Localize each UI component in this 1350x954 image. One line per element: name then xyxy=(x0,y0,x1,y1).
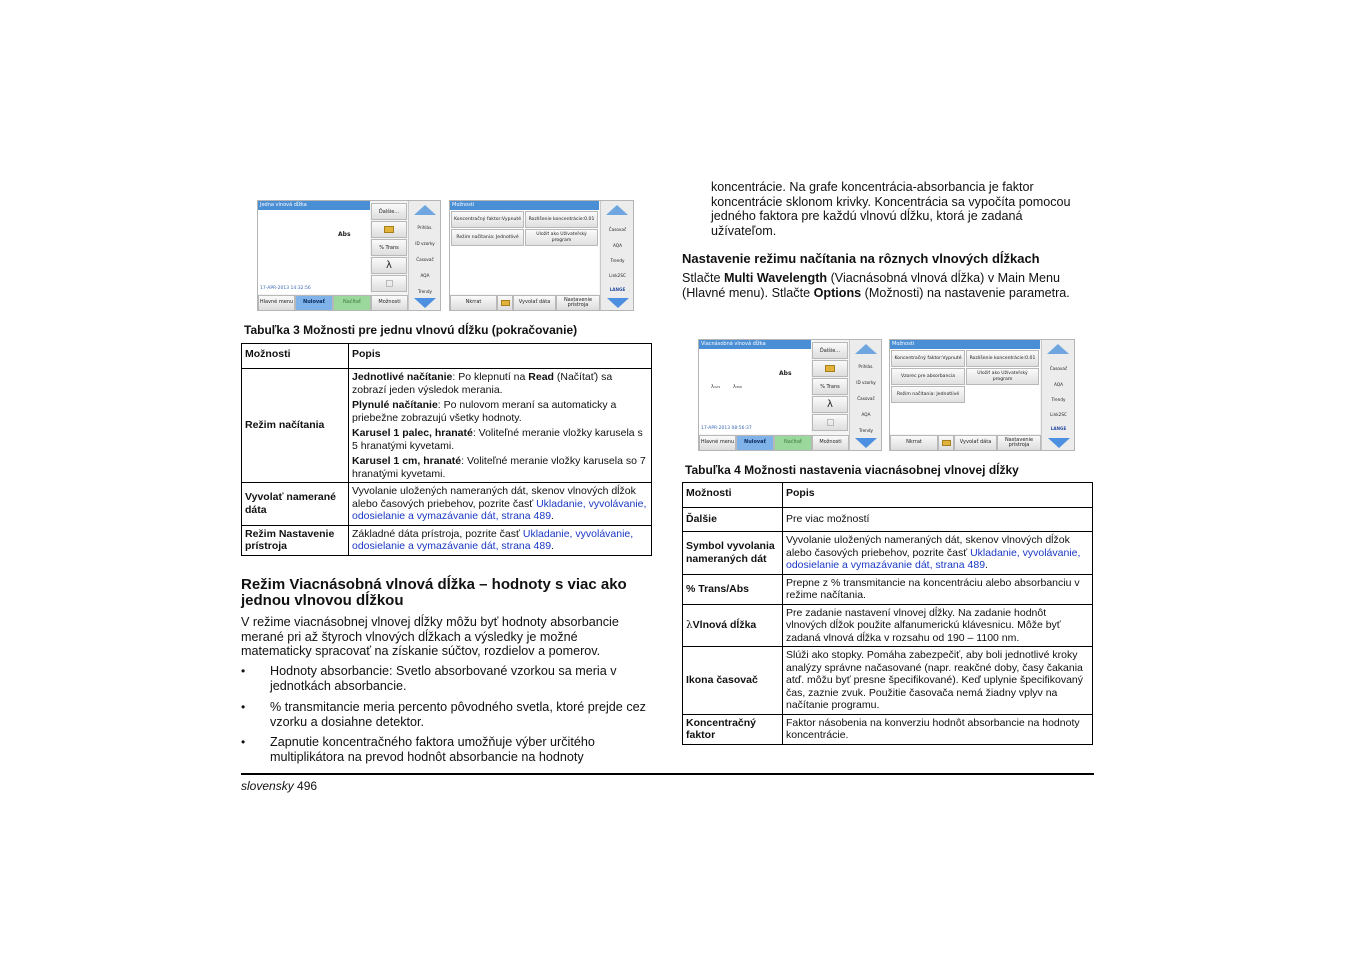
folder-icon xyxy=(501,300,510,306)
zero-button[interactable]: Nulovať xyxy=(736,435,774,451)
abs-label: Abs xyxy=(779,370,792,377)
carousel-cm-item: Karusel 1 cm, hranaté: Voliteľné meranie vložky karusela so 7 hranatými kyvetami. xyxy=(352,455,646,480)
screen-title: Jedna vlnová dĺžka xyxy=(258,201,370,210)
trends-tool[interactable]: Trendy xyxy=(1051,397,1066,402)
scroll-down-icon[interactable] xyxy=(855,438,877,448)
continuous-read-item: Plynulé načítanie: Po nulovom meraní sa automaticky a priebežne zobrazujú všetky hodnoty. xyxy=(352,399,617,424)
table3 xyxy=(241,343,652,556)
login-tool[interactable]: Prihlás. xyxy=(858,364,874,369)
trans-abs-button[interactable]: % Trans xyxy=(371,239,407,256)
aqa-tool[interactable]: AQA xyxy=(420,273,430,278)
aqa-tool[interactable]: AQA xyxy=(1054,382,1063,387)
setup-mode-link[interactable]: Ukladanie, vyvolávanie, odosielanie a vymazávanie dát, strana 489 xyxy=(352,527,634,552)
concentration-factor-label: Koncentračný faktor xyxy=(683,714,783,744)
instruction-paragraph: Stlačte Multi Wavelength (Viacnásobná vlnová dĺžka) v Main Menu (Hlavné menu). Stlačte Options (Možnosti) na nastavenie parametra. xyxy=(682,271,1070,300)
table4 xyxy=(682,482,1093,745)
more-description: Pre viac možností xyxy=(783,508,1093,532)
section-heading: Režim Viacnásobná vlnová dĺžka – hodnoty s viac ako jednou vlnovou dĺžkou xyxy=(241,576,627,609)
recall-data-description: Vyvolanie uložených nameraných dát, skenov vlnových dĺžok alebo časových priebehov, pozrite časť Ukladanie, vyvolávanie, odosielanie a vymazávanie dát, strana 489. xyxy=(349,483,652,526)
date-time: 17-APR-2013 08:56:37 xyxy=(701,426,752,431)
timer-tool[interactable]: Časovač xyxy=(857,396,875,401)
bullet-dot: • xyxy=(241,700,246,714)
setup-mode-description: Základné dáta prístroja, pozrite časť Ukladanie, vyvolávanie, odosielanie a vymazávanie dát, strana 489. xyxy=(349,525,652,555)
back-button[interactable]: Nkrrat xyxy=(890,435,938,451)
zero-button[interactable]: Nulovať xyxy=(295,295,333,311)
table3-head-description: Popis xyxy=(349,344,652,369)
link2sc-tool[interactable]: Link2SC xyxy=(1050,412,1067,417)
edit-icon xyxy=(827,419,834,426)
footer xyxy=(241,779,317,793)
read-button[interactable]: Načítať xyxy=(333,295,371,311)
lambda-label-1: λ₁₂₃ xyxy=(711,384,720,390)
tool-column xyxy=(408,201,441,311)
screenshot-options xyxy=(449,200,634,311)
wavelength-button[interactable]: λ xyxy=(812,396,848,413)
read-button[interactable]: Načítať xyxy=(774,435,812,451)
scroll-down-icon[interactable] xyxy=(1048,438,1070,448)
timer-label: Ikona časovač xyxy=(683,647,783,715)
read-mode-option[interactable]: Režim načítania: Jednotlivé xyxy=(451,229,524,246)
read-mode-description xyxy=(349,369,652,483)
trans-abs-description: Prepne z % transmitancie na koncentráciu alebo absorbanciu v režime načítania. xyxy=(783,574,1093,604)
wavelength-button[interactable]: λ xyxy=(371,257,407,274)
table3-caption: Tabuľka 3 Možnosti pre jednu vlnovú dĺžku (pokračovanie) xyxy=(244,323,578,337)
scroll-down-icon[interactable] xyxy=(414,298,436,308)
screenshot-multi-options xyxy=(889,339,1075,451)
store-data-button[interactable] xyxy=(812,360,848,377)
main-menu-button[interactable]: Hlavné menu xyxy=(699,435,736,451)
concentration-resolution-option[interactable]: Rozlíšenie koncentrácie:0.01 xyxy=(525,211,598,228)
display-area xyxy=(258,210,370,294)
store-data-button[interactable] xyxy=(371,221,407,238)
recall-data-label: Vyvolať namerané dáta xyxy=(242,483,349,526)
disabled-button xyxy=(371,275,407,292)
display-area xyxy=(699,349,811,434)
scroll-up-icon[interactable] xyxy=(606,205,628,215)
options-button[interactable]: Možnosti xyxy=(371,295,408,311)
scroll-up-icon[interactable] xyxy=(855,344,877,354)
more-label: Ďalšie xyxy=(683,508,783,532)
page-number: 496 xyxy=(297,779,318,793)
tool-column xyxy=(600,201,634,311)
aqa-tool[interactable]: AQA xyxy=(613,243,622,248)
screenshot-multi-wavelength xyxy=(698,339,882,451)
timer-tool[interactable]: Časovač xyxy=(416,257,434,262)
save-user-program-option[interactable]: Uložiť ako Užívateľský program xyxy=(525,229,598,246)
carousel-inch-item: Karusel 1 palec, hranaté: Voliteľné meranie vložky karusela s 5 hranatými kyvetami. xyxy=(352,427,643,452)
sample-id-tool[interactable]: ID vzorky xyxy=(415,241,435,246)
main-menu-button[interactable]: Hlavné menu xyxy=(258,295,295,311)
concentration-factor-option[interactable]: Koncentračný faktor:Vypnuté xyxy=(451,211,524,228)
scroll-down-icon[interactable] xyxy=(607,298,629,308)
date-time: 17-APR-2013 14:32:56 xyxy=(260,286,311,291)
concentration-factor-description: Faktor násobenia na konverziu hodnôt absorbancie na hodnoty koncentrácie. xyxy=(783,714,1093,744)
table3-head-options: Možnosti xyxy=(242,344,349,369)
timer-description: Slúži ako stopky. Pomáha zabezpečiť, aby boli jednotlivé kroky analýzy správne načasované (napr. reakčné doby, časy čakania atď. môžu byť presne špecifikované). Keď uplynie špecifikovaný čas, zaznie zvuk. Použitie časovača nemá žiadny vplyv na načítanie programu. xyxy=(783,647,1093,715)
bullet-dot: • xyxy=(241,664,246,678)
read-mode-option[interactable]: Režim načítania: Jednotlivé xyxy=(891,386,965,403)
trends-tool[interactable]: Trendy xyxy=(610,258,625,263)
trans-abs-label: % Trans/Abs xyxy=(683,574,783,604)
trends-tool[interactable]: Trendy xyxy=(418,289,432,294)
screen-title: Možnosti xyxy=(890,340,1040,349)
table4-head-options: Možnosti xyxy=(683,483,783,508)
setup-mode-label: Režim Nastavenie prístroja xyxy=(242,525,349,555)
concentration-factor-option[interactable]: Koncentračný faktor:Vypnuté xyxy=(891,350,965,367)
lambda-label-2: λ₄₅₆ xyxy=(733,384,742,390)
concentration-resolution-option[interactable]: Rozlíšenie koncentrácie:0.01 xyxy=(966,350,1039,367)
scroll-up-icon[interactable] xyxy=(1047,344,1069,354)
more-button[interactable]: Ďalšie... xyxy=(371,203,407,220)
section-intro: V režime viacnásobnej vlnovej dĺžky môžu byť hodnoty absorbancie merané pri až štyroch vlnových dĺžkach a výsledky je možné matematicky spracovať na získanie súčtov, rozdielov a pomerov. xyxy=(241,615,619,659)
table4-caption: Tabuľka 4 Možnosti nastavenia viacnásobnej vlnovej dĺžky xyxy=(685,463,1019,477)
aqa-tool[interactable]: AQA xyxy=(861,412,871,417)
bullet-concentration: Zapnutie koncentračného faktora umožňuje výber určitého multiplikátora na prevod hodnôt absorbancie na hodnoty xyxy=(270,735,595,764)
trends-tool[interactable]: Trendy xyxy=(859,428,873,433)
recall-symbol-link[interactable]: Ukladanie, vyvolávanie, odosielanie a vymazávanie dát, strana 489 xyxy=(786,546,1081,571)
abs-label: Abs xyxy=(338,231,351,238)
absorbance-formula-option[interactable]: Vzorec pre absorbancia xyxy=(891,368,965,385)
wavelength-label: λVlnová dĺžka xyxy=(683,604,783,647)
disabled-button xyxy=(812,414,848,431)
subsection-heading: Nastavenie režimu načítania na rôznych vlnových dĺžkach xyxy=(682,251,1040,266)
recall-data-link[interactable]: Ukladanie, vyvolávanie, odosielanie a vymazávanie dát, strana 489 xyxy=(352,497,647,522)
read-mode-label: Režim načítania xyxy=(242,369,349,483)
link2sc-tool[interactable]: Link2SC xyxy=(609,273,626,278)
scroll-up-icon[interactable] xyxy=(414,205,436,215)
edit-icon xyxy=(386,280,393,287)
recall-data-button[interactable]: Vyvolať dáta xyxy=(954,435,997,451)
more-button[interactable]: Ďalšie... xyxy=(812,342,848,359)
folder-icon xyxy=(384,226,394,233)
recall-symbol-description: Vyvolanie uložených nameraných dát, skenov vlnových dĺžok alebo časových priebehov, pozrite časť Ukladanie, vyvolávanie, odosielanie a vymazávanie dát, strana 489. xyxy=(783,532,1093,575)
recall-symbol-label: Symbol vyvolania nameraných dát xyxy=(683,532,783,575)
lange-logo: LANGE xyxy=(1050,426,1067,431)
screen-title: Viacnásobná vlnová dĺžka xyxy=(699,340,811,349)
instrument-setup-button[interactable]: Nastavenie prístroja xyxy=(997,435,1041,451)
store-button[interactable] xyxy=(938,435,954,451)
trans-abs-button[interactable]: % Trans xyxy=(812,378,848,395)
lange-logo: LANGE xyxy=(609,287,626,292)
save-user-program-option[interactable]: Uložiť ako Užívateľský program xyxy=(966,368,1039,385)
screen-title: Možnosti xyxy=(450,201,599,210)
folder-icon xyxy=(942,440,951,446)
lambda-icon: λ xyxy=(686,619,693,631)
footer-rule xyxy=(241,773,1094,775)
screenshot-single-wavelength xyxy=(257,200,441,311)
single-read-item: Jednotlivé načítanie: Po klepnutí na Read (Načítať) sa zobrazí jeden výsledok merania. xyxy=(352,371,613,396)
bullet-absorbance: Hodnoty absorbancie: Svetlo absorbované vzorkou sa meria v jednotkách absorbancie. xyxy=(270,664,617,693)
timer-tool[interactable]: Časovač xyxy=(1049,366,1068,371)
table4-head-description: Popis xyxy=(783,483,1093,508)
tool-column xyxy=(1041,340,1075,451)
options-button[interactable]: Možnosti xyxy=(812,435,849,451)
continuation-paragraph: koncentrácie. Na grafe koncentrácia-absorbancia je faktor koncentrácie sklonom krivky. Koncentrácia sa vypočíta pomocou jedného faktora pre každú vlnovú dĺžku, ktorá je zadaná užívateľom. xyxy=(711,180,1071,238)
timer-tool[interactable]: Časovač xyxy=(608,227,627,232)
instrument-setup-button[interactable]: Nastavenie prístroja xyxy=(556,295,600,311)
footer-language: slovensky xyxy=(241,779,294,793)
login-tool[interactable]: Prihlás. xyxy=(417,225,433,230)
back-button[interactable]: Nkrrat xyxy=(450,295,497,311)
wavelength-description: Pre zadanie nastavení vlnovej dĺžky. Na zadanie hodnôt vlnových dĺžok použite alfanumerickú klávesnicu. Môže byť zadaná vlnová dĺžka v rozsahu od 190 – 1100 nm. xyxy=(783,604,1093,647)
bullet-transmittance: % transmitancie meria percento pôvodného svetla, ktoré prejde cez vzorku a dosiahne detektor. xyxy=(270,700,646,729)
bullet-dot: • xyxy=(241,735,246,749)
sample-id-tool[interactable]: ID vzorky xyxy=(856,380,876,385)
store-button[interactable] xyxy=(497,295,513,311)
recall-data-button[interactable]: Vyvolať dáta xyxy=(513,295,556,311)
folder-icon xyxy=(825,365,835,372)
